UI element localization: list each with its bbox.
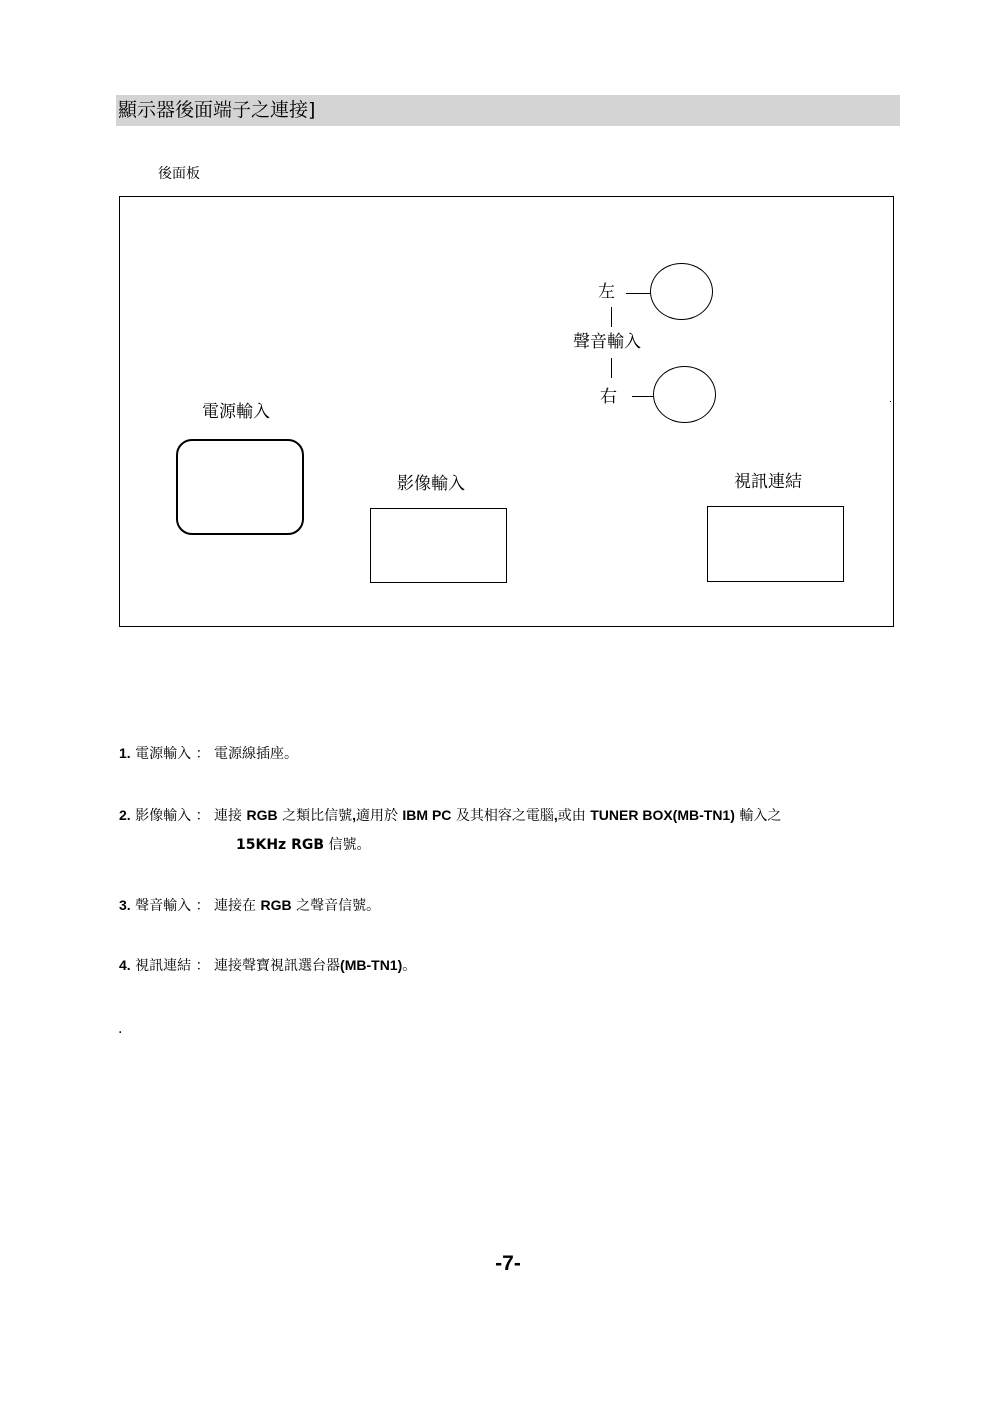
item-bold-part: , (352, 807, 356, 823)
video-input-port (370, 508, 507, 583)
audio-connector-line-bottom (611, 358, 612, 378)
audio-right-leader-line (632, 396, 653, 397)
video-link-port (707, 506, 844, 582)
audio-input-label: 聲音輸入 (573, 332, 641, 352)
video-link-label: 視訊連結 (734, 472, 802, 492)
audio-left-leader-line (626, 293, 650, 294)
item-bold-part: IBM PC (402, 807, 452, 823)
item-bold-part: RGB (260, 897, 292, 913)
power-input-label: 電源輸入 (202, 402, 270, 422)
item-bold-part: 15KHz RGB (236, 837, 325, 853)
item-term: 電源輸入 ： (135, 746, 210, 762)
audio-connector-line-top (611, 307, 612, 327)
audio-right-label: 右 (600, 387, 617, 407)
item-term: 影像輸入 ： (135, 808, 210, 824)
list-item-video-continuation (236, 836, 370, 854)
audio-right-jack (653, 366, 716, 423)
item-bold-part: (MB-TN1) (340, 957, 403, 973)
item-bold-part: TUNER BOX(MB-TN1) (590, 807, 735, 823)
item-text-part: 適用於 (355, 808, 398, 824)
list-item-power (119, 744, 298, 763)
rear-panel-diagram (119, 196, 894, 627)
page-number: -7- (495, 1252, 521, 1275)
list-item-video-link (119, 956, 416, 975)
section-title: 顯示器後面端子之連接] (118, 99, 316, 121)
item-text-part: 連接聲寶視訊選台器 (214, 958, 341, 974)
panel-caption: 後面板 (158, 166, 200, 182)
item-bold-part: RGB (246, 807, 278, 823)
list-item-video (119, 806, 781, 825)
item-number: 3. (119, 897, 131, 913)
item-text-part: 連接 (214, 808, 243, 824)
stray-mark-panel (890, 401, 891, 402)
item-number: 1. (119, 745, 131, 761)
item-number: 4. (119, 957, 131, 973)
power-input-socket (176, 439, 304, 535)
item-text-part: 輸入之 (739, 808, 782, 824)
audio-left-label: 左 (598, 282, 615, 302)
item-text-part: 之聲音信號。 (296, 898, 381, 914)
item-text-part: 之類比信號 (282, 808, 353, 824)
item-text-part: 。 (402, 958, 417, 974)
item-number: 2. (119, 807, 131, 823)
stray-mark: . (118, 1021, 123, 1037)
item-term: 聲音輸入 ： (135, 898, 210, 914)
item-term: 視訊連結 ： (135, 958, 210, 974)
item-text-part: 連接在 (214, 898, 257, 914)
item-text-part: 信號。 (328, 837, 371, 853)
item-bold-part: , (553, 807, 558, 823)
video-input-label: 影像輸入 (397, 474, 465, 494)
list-item-audio (119, 896, 380, 915)
item-text: 電源線插座。 (214, 746, 299, 762)
item-text-part: 及其相容之電腦 (455, 808, 554, 824)
section-title-bar (116, 95, 900, 126)
audio-left-jack (650, 263, 713, 320)
item-text-part: 或由 (557, 808, 586, 824)
